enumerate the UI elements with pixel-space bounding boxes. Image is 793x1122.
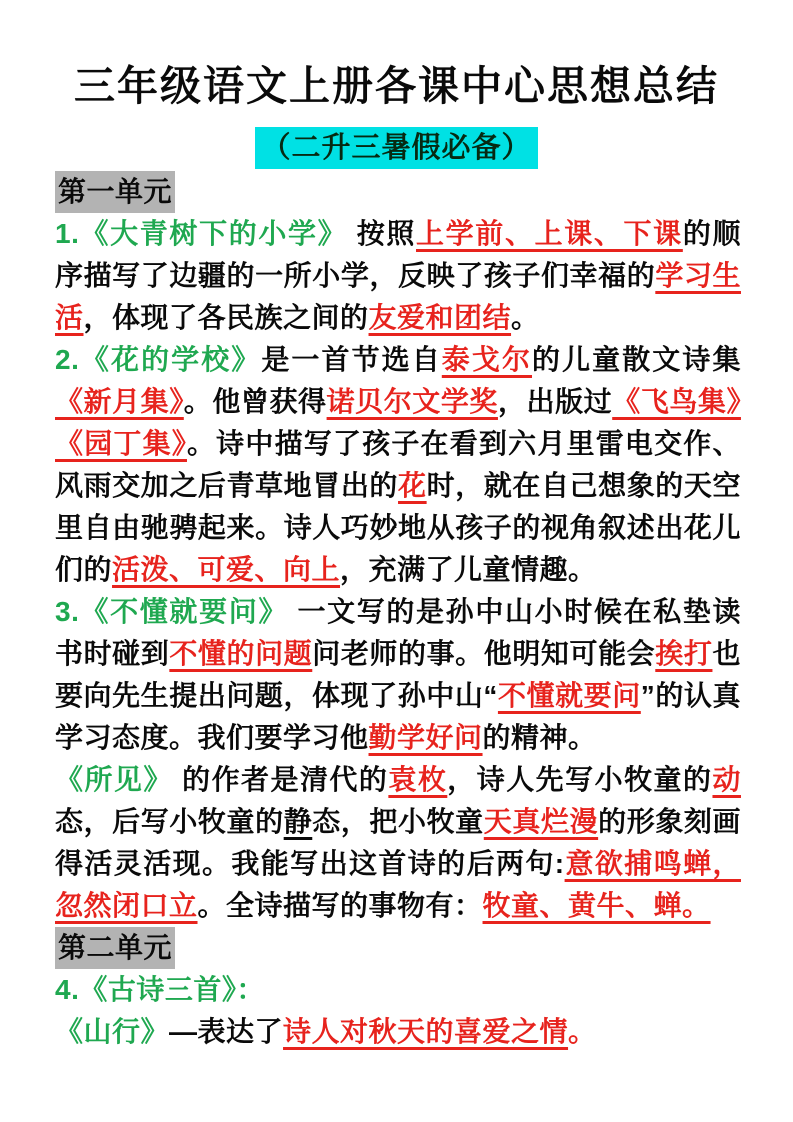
text-run: 是一首节选自 bbox=[261, 344, 442, 376]
text-run: 意欲捕鸣蝉，忽然闭口立 bbox=[55, 848, 741, 922]
text-run: 。他曾获得 bbox=[183, 386, 327, 418]
text-run: 泰戈尔 bbox=[441, 344, 533, 376]
text-run: 不懂就要问 bbox=[497, 680, 641, 712]
text-run: ，体现了各民族之间的 bbox=[83, 302, 369, 334]
text-run: 一文写的是孙中山小时候在私垫读书时碰到 bbox=[55, 596, 741, 670]
text-run: ”的认真学习态度。我们要学习他 bbox=[55, 680, 741, 754]
text-run: 挨打 bbox=[655, 638, 713, 670]
page-subtitle: （二升三暑假必备） bbox=[255, 127, 537, 169]
section-unit-2 bbox=[55, 927, 741, 1053]
paragraph bbox=[55, 969, 741, 1011]
section-heading: 第一单元 bbox=[55, 171, 175, 213]
text-run: 1.《大青树下的小学》 bbox=[55, 218, 357, 250]
document-content bbox=[0, 165, 793, 1053]
text-run: 时，就在自己想象的天空里自由驰骋起来。诗人巧妙地从孩子的视角叙述出花儿们的 bbox=[55, 470, 741, 586]
paragraph bbox=[55, 591, 741, 759]
text-run: ，充满了儿童情趣。 bbox=[340, 554, 597, 586]
text-run: 的顺序描写了边疆的一所小学，反映了孩子们幸福的 bbox=[55, 218, 741, 292]
text-run: 袁枚 bbox=[388, 764, 448, 796]
text-run: 按照 bbox=[356, 218, 417, 250]
text-run: 问老师的事。他明知可能会 bbox=[312, 638, 656, 670]
text-run: 的儿童散文诗集 bbox=[532, 344, 741, 376]
section-heading-row bbox=[55, 171, 741, 213]
paragraph bbox=[55, 339, 741, 591]
text-run: 2.《花的学校》 bbox=[55, 344, 262, 376]
text-run: 态，把小牧童 bbox=[312, 806, 484, 838]
text-run: 3.《不懂就要问》 bbox=[55, 596, 298, 628]
text-run: 牧童、黄牛、蝉。 bbox=[482, 890, 711, 922]
text-run: 《山行》 bbox=[55, 1016, 170, 1048]
text-run: 。全诗描写的事物有： bbox=[197, 890, 483, 922]
text-run: 4.《古诗三首》： bbox=[55, 974, 265, 1006]
text-run: 的形象刻画得活灵活现。我能写出这首诗的后两句: bbox=[55, 806, 741, 880]
text-run: 友爱和团结 bbox=[368, 302, 512, 334]
text-run: 诺贝尔文学奖 bbox=[326, 386, 498, 418]
text-run: 的作者是清代的 bbox=[182, 764, 389, 796]
text-run: 也要向先生提出问题，体现了孙中山“ bbox=[55, 638, 741, 712]
text-run: ，出版过 bbox=[497, 386, 613, 418]
text-run: 活泼、可爱、向上 bbox=[112, 554, 341, 586]
text-run: 勤学好问 bbox=[368, 722, 483, 754]
page-title: 三年级语文上册各课中心思想总结 bbox=[74, 63, 719, 109]
text-run: 动 bbox=[712, 764, 741, 796]
text-run: 《所见》 bbox=[55, 764, 183, 796]
text-run: 诗人对秋天的喜爱之情 bbox=[283, 1016, 569, 1048]
text-run: 《飞鸟集》《园丁集》 bbox=[55, 386, 741, 460]
paragraph bbox=[55, 1011, 741, 1053]
text-run: 《新月集》 bbox=[55, 386, 184, 418]
text-run: —表达了 bbox=[169, 1016, 284, 1048]
paragraph bbox=[55, 213, 741, 339]
text-run: 。 bbox=[568, 1016, 597, 1048]
text-run: 学习生活 bbox=[55, 260, 741, 334]
section-unit-1 bbox=[55, 171, 741, 927]
text-run: 。 bbox=[511, 302, 540, 334]
text-run: ，诗人先写小牧童的 bbox=[447, 764, 713, 796]
text-run: 不懂的问题 bbox=[169, 638, 313, 670]
section-heading: 第二单元 bbox=[55, 927, 175, 969]
subtitle-row bbox=[0, 127, 793, 165]
text-run: 静 bbox=[283, 806, 313, 838]
text-run: 。诗中描写了孩子在看到六月里雷电交作、风雨交加之后青草地冒出的 bbox=[55, 428, 741, 502]
text-run: 天真烂漫 bbox=[483, 806, 599, 838]
text-run: 的精神。 bbox=[482, 722, 597, 754]
text-run: 上学前、上课、下课 bbox=[416, 218, 683, 250]
section-heading-row bbox=[55, 927, 741, 969]
text-run: 花 bbox=[398, 470, 427, 502]
paragraph bbox=[55, 759, 741, 927]
text-run: 态，后写小牧童的 bbox=[55, 806, 284, 838]
